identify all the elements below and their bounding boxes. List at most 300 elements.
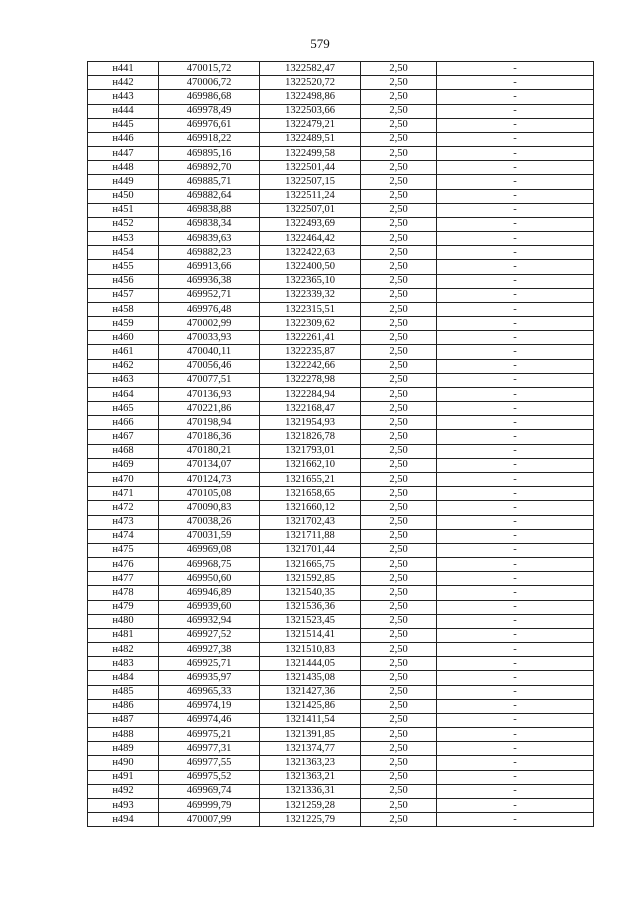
table-row bbox=[88, 232, 594, 246]
note-cell: - bbox=[437, 728, 594, 742]
y-coordinate-cell: 1321259,28 bbox=[260, 798, 361, 812]
y-coordinate-cell: 1321510,83 bbox=[260, 643, 361, 657]
note-cell: - bbox=[437, 62, 594, 76]
y-coordinate-cell: 1322499,58 bbox=[260, 147, 361, 161]
y-coordinate-cell: 1322507,01 bbox=[260, 203, 361, 217]
x-coordinate-cell: 469892,70 bbox=[159, 161, 260, 175]
y-coordinate-cell: 1322315,51 bbox=[260, 302, 361, 316]
accuracy-cell: 2,50 bbox=[361, 317, 437, 331]
y-coordinate-cell: 1321655,21 bbox=[260, 472, 361, 486]
accuracy-cell: 2,50 bbox=[361, 628, 437, 642]
table-row bbox=[88, 685, 594, 699]
note-cell: - bbox=[437, 444, 594, 458]
point-name-cell: н471 bbox=[88, 487, 159, 501]
accuracy-cell: 2,50 bbox=[361, 373, 437, 387]
point-name-cell: н483 bbox=[88, 657, 159, 671]
x-coordinate-cell: 470077,51 bbox=[159, 373, 260, 387]
accuracy-cell: 2,50 bbox=[361, 558, 437, 572]
point-name-cell: н474 bbox=[88, 529, 159, 543]
table-row bbox=[88, 487, 594, 501]
note-cell: - bbox=[437, 217, 594, 231]
point-name-cell: н456 bbox=[88, 274, 159, 288]
accuracy-cell: 2,50 bbox=[361, 798, 437, 812]
table-row bbox=[88, 359, 594, 373]
x-coordinate-cell: 469895,16 bbox=[159, 147, 260, 161]
note-cell: - bbox=[437, 515, 594, 529]
table-row bbox=[88, 770, 594, 784]
table-row bbox=[88, 784, 594, 798]
point-name-cell: н494 bbox=[88, 813, 159, 827]
y-coordinate-cell: 1322422,63 bbox=[260, 246, 361, 260]
x-coordinate-cell: 470105,08 bbox=[159, 487, 260, 501]
table-row bbox=[88, 147, 594, 161]
note-cell: - bbox=[437, 232, 594, 246]
note-cell: - bbox=[437, 147, 594, 161]
accuracy-cell: 2,50 bbox=[361, 784, 437, 798]
accuracy-cell: 2,50 bbox=[361, 529, 437, 543]
y-coordinate-cell: 1321592,85 bbox=[260, 572, 361, 586]
point-name-cell: н458 bbox=[88, 302, 159, 316]
note-cell: - bbox=[437, 472, 594, 486]
note-cell: - bbox=[437, 529, 594, 543]
note-cell: - bbox=[437, 118, 594, 132]
table-row bbox=[88, 302, 594, 316]
point-name-cell: н480 bbox=[88, 614, 159, 628]
note-cell: - bbox=[437, 671, 594, 685]
table-row bbox=[88, 813, 594, 827]
y-coordinate-cell: 1321444,05 bbox=[260, 657, 361, 671]
point-name-cell: н487 bbox=[88, 713, 159, 727]
note-cell: - bbox=[437, 685, 594, 699]
point-name-cell: н441 bbox=[88, 62, 159, 76]
table-row bbox=[88, 657, 594, 671]
table-row bbox=[88, 586, 594, 600]
point-name-cell: н479 bbox=[88, 600, 159, 614]
note-cell: - bbox=[437, 784, 594, 798]
note-cell: - bbox=[437, 260, 594, 274]
accuracy-cell: 2,50 bbox=[361, 118, 437, 132]
x-coordinate-cell: 469976,48 bbox=[159, 302, 260, 316]
x-coordinate-cell: 470186,36 bbox=[159, 430, 260, 444]
point-name-cell: н466 bbox=[88, 416, 159, 430]
table-row bbox=[88, 345, 594, 359]
table-row bbox=[88, 416, 594, 430]
y-coordinate-cell: 1322479,21 bbox=[260, 118, 361, 132]
point-name-cell: н484 bbox=[88, 671, 159, 685]
table-row bbox=[88, 387, 594, 401]
note-cell: - bbox=[437, 600, 594, 614]
x-coordinate-cell: 469977,31 bbox=[159, 742, 260, 756]
accuracy-cell: 2,50 bbox=[361, 614, 437, 628]
table-row bbox=[88, 288, 594, 302]
accuracy-cell: 2,50 bbox=[361, 345, 437, 359]
table-row bbox=[88, 260, 594, 274]
x-coordinate-cell: 470221,86 bbox=[159, 402, 260, 416]
table-row bbox=[88, 331, 594, 345]
x-coordinate-cell: 469927,38 bbox=[159, 643, 260, 657]
point-name-cell: н464 bbox=[88, 387, 159, 401]
x-coordinate-cell: 470006,72 bbox=[159, 76, 260, 90]
accuracy-cell: 2,50 bbox=[361, 147, 437, 161]
accuracy-cell: 2,50 bbox=[361, 387, 437, 401]
accuracy-cell: 2,50 bbox=[361, 246, 437, 260]
x-coordinate-cell: 470033,93 bbox=[159, 331, 260, 345]
table-row bbox=[88, 118, 594, 132]
accuracy-cell: 2,50 bbox=[361, 472, 437, 486]
note-cell: - bbox=[437, 657, 594, 671]
table-row bbox=[88, 76, 594, 90]
note-cell: - bbox=[437, 798, 594, 812]
note-cell: - bbox=[437, 742, 594, 756]
note-cell: - bbox=[437, 359, 594, 373]
note-cell: - bbox=[437, 175, 594, 189]
point-name-cell: н449 bbox=[88, 175, 159, 189]
accuracy-cell: 2,50 bbox=[361, 643, 437, 657]
accuracy-cell: 2,50 bbox=[361, 359, 437, 373]
x-coordinate-cell: 470002,99 bbox=[159, 317, 260, 331]
table-row bbox=[88, 515, 594, 529]
table-row bbox=[88, 472, 594, 486]
accuracy-cell: 2,50 bbox=[361, 728, 437, 742]
note-cell: - bbox=[437, 161, 594, 175]
y-coordinate-cell: 1322168,47 bbox=[260, 402, 361, 416]
note-cell: - bbox=[437, 246, 594, 260]
table-row bbox=[88, 501, 594, 515]
y-coordinate-cell: 1321374,77 bbox=[260, 742, 361, 756]
x-coordinate-cell: 470198,94 bbox=[159, 416, 260, 430]
note-cell: - bbox=[437, 302, 594, 316]
table-row bbox=[88, 430, 594, 444]
x-coordinate-cell: 469885,71 bbox=[159, 175, 260, 189]
point-name-cell: н469 bbox=[88, 458, 159, 472]
y-coordinate-cell: 1322501,44 bbox=[260, 161, 361, 175]
x-coordinate-cell: 469946,89 bbox=[159, 586, 260, 600]
table-row bbox=[88, 713, 594, 727]
table-row bbox=[88, 572, 594, 586]
accuracy-cell: 2,50 bbox=[361, 203, 437, 217]
accuracy-cell: 2,50 bbox=[361, 302, 437, 316]
note-cell: - bbox=[437, 402, 594, 416]
point-name-cell: н473 bbox=[88, 515, 159, 529]
accuracy-cell: 2,50 bbox=[361, 288, 437, 302]
point-name-cell: н475 bbox=[88, 543, 159, 557]
y-coordinate-cell: 1321363,21 bbox=[260, 770, 361, 784]
y-coordinate-cell: 1321954,93 bbox=[260, 416, 361, 430]
point-name-cell: н445 bbox=[88, 118, 159, 132]
x-coordinate-cell: 469918,22 bbox=[159, 132, 260, 146]
y-coordinate-cell: 1322503,66 bbox=[260, 104, 361, 118]
table-row bbox=[88, 614, 594, 628]
y-coordinate-cell: 1321793,01 bbox=[260, 444, 361, 458]
y-coordinate-cell: 1321391,85 bbox=[260, 728, 361, 742]
accuracy-cell: 2,50 bbox=[361, 402, 437, 416]
note-cell: - bbox=[437, 430, 594, 444]
accuracy-cell: 2,50 bbox=[361, 600, 437, 614]
point-name-cell: н459 bbox=[88, 317, 159, 331]
x-coordinate-cell: 469838,34 bbox=[159, 217, 260, 231]
note-cell: - bbox=[437, 288, 594, 302]
y-coordinate-cell: 1322284,94 bbox=[260, 387, 361, 401]
accuracy-cell: 2,50 bbox=[361, 90, 437, 104]
y-coordinate-cell: 1321514,41 bbox=[260, 628, 361, 642]
accuracy-cell: 2,50 bbox=[361, 713, 437, 727]
note-cell: - bbox=[437, 458, 594, 472]
table-row bbox=[88, 699, 594, 713]
x-coordinate-cell: 470040,11 bbox=[159, 345, 260, 359]
accuracy-cell: 2,50 bbox=[361, 331, 437, 345]
accuracy-cell: 2,50 bbox=[361, 458, 437, 472]
x-coordinate-cell: 469975,21 bbox=[159, 728, 260, 742]
x-coordinate-cell: 470090,83 bbox=[159, 501, 260, 515]
accuracy-cell: 2,50 bbox=[361, 62, 437, 76]
accuracy-cell: 2,50 bbox=[361, 699, 437, 713]
x-coordinate-cell: 469976,61 bbox=[159, 118, 260, 132]
coordinates-table-body bbox=[88, 62, 594, 827]
accuracy-cell: 2,50 bbox=[361, 586, 437, 600]
x-coordinate-cell: 470056,46 bbox=[159, 359, 260, 373]
accuracy-cell: 2,50 bbox=[361, 742, 437, 756]
table-row bbox=[88, 317, 594, 331]
x-coordinate-cell: 469932,94 bbox=[159, 614, 260, 628]
table-row bbox=[88, 90, 594, 104]
point-name-cell: н451 bbox=[88, 203, 159, 217]
x-coordinate-cell: 469969,08 bbox=[159, 543, 260, 557]
page-number: 579 bbox=[310, 36, 330, 51]
x-coordinate-cell: 469882,23 bbox=[159, 246, 260, 260]
table-row bbox=[88, 203, 594, 217]
y-coordinate-cell: 1321826,78 bbox=[260, 430, 361, 444]
y-coordinate-cell: 1322507,15 bbox=[260, 175, 361, 189]
table-row bbox=[88, 274, 594, 288]
accuracy-cell: 2,50 bbox=[361, 444, 437, 458]
point-name-cell: н450 bbox=[88, 189, 159, 203]
point-name-cell: н455 bbox=[88, 260, 159, 274]
y-coordinate-cell: 1322464,42 bbox=[260, 232, 361, 246]
table-row bbox=[88, 189, 594, 203]
table-row bbox=[88, 600, 594, 614]
table-row bbox=[88, 104, 594, 118]
table-row bbox=[88, 62, 594, 76]
accuracy-cell: 2,50 bbox=[361, 104, 437, 118]
table-row bbox=[88, 728, 594, 742]
accuracy-cell: 2,50 bbox=[361, 501, 437, 515]
point-name-cell: н476 bbox=[88, 558, 159, 572]
accuracy-cell: 2,50 bbox=[361, 572, 437, 586]
note-cell: - bbox=[437, 387, 594, 401]
x-coordinate-cell: 469927,52 bbox=[159, 628, 260, 642]
accuracy-cell: 2,50 bbox=[361, 416, 437, 430]
point-name-cell: н465 bbox=[88, 402, 159, 416]
note-cell: - bbox=[437, 331, 594, 345]
table-row bbox=[88, 217, 594, 231]
y-coordinate-cell: 1322520,72 bbox=[260, 76, 361, 90]
point-name-cell: н463 bbox=[88, 373, 159, 387]
table-row bbox=[88, 742, 594, 756]
y-coordinate-cell: 1321435,08 bbox=[260, 671, 361, 685]
accuracy-cell: 2,50 bbox=[361, 132, 437, 146]
x-coordinate-cell: 470015,72 bbox=[159, 62, 260, 76]
point-name-cell: н488 bbox=[88, 728, 159, 742]
x-coordinate-cell: 469839,63 bbox=[159, 232, 260, 246]
x-coordinate-cell: 469939,60 bbox=[159, 600, 260, 614]
y-coordinate-cell: 1321425,86 bbox=[260, 699, 361, 713]
accuracy-cell: 2,50 bbox=[361, 487, 437, 501]
x-coordinate-cell: 469968,75 bbox=[159, 558, 260, 572]
x-coordinate-cell: 469986,68 bbox=[159, 90, 260, 104]
y-coordinate-cell: 1322511,24 bbox=[260, 189, 361, 203]
x-coordinate-cell: 470180,21 bbox=[159, 444, 260, 458]
y-coordinate-cell: 1322400,50 bbox=[260, 260, 361, 274]
x-coordinate-cell: 469975,52 bbox=[159, 770, 260, 784]
point-name-cell: н467 bbox=[88, 430, 159, 444]
note-cell: - bbox=[437, 643, 594, 657]
x-coordinate-cell: 469935,97 bbox=[159, 671, 260, 685]
coordinates-table bbox=[87, 61, 594, 827]
table-row bbox=[88, 628, 594, 642]
x-coordinate-cell: 469838,88 bbox=[159, 203, 260, 217]
y-coordinate-cell: 1322261,41 bbox=[260, 331, 361, 345]
y-coordinate-cell: 1322242,66 bbox=[260, 359, 361, 373]
accuracy-cell: 2,50 bbox=[361, 175, 437, 189]
y-coordinate-cell: 1321523,45 bbox=[260, 614, 361, 628]
y-coordinate-cell: 1321660,12 bbox=[260, 501, 361, 515]
y-coordinate-cell: 1322235,87 bbox=[260, 345, 361, 359]
x-coordinate-cell: 469950,60 bbox=[159, 572, 260, 586]
point-name-cell: н461 bbox=[88, 345, 159, 359]
table-row bbox=[88, 798, 594, 812]
y-coordinate-cell: 1321662,10 bbox=[260, 458, 361, 472]
table-row bbox=[88, 756, 594, 770]
y-coordinate-cell: 1321701,44 bbox=[260, 543, 361, 557]
y-coordinate-cell: 1321711,88 bbox=[260, 529, 361, 543]
accuracy-cell: 2,50 bbox=[361, 756, 437, 770]
x-coordinate-cell: 469977,55 bbox=[159, 756, 260, 770]
table-row bbox=[88, 373, 594, 387]
note-cell: - bbox=[437, 373, 594, 387]
y-coordinate-cell: 1321540,35 bbox=[260, 586, 361, 600]
note-cell: - bbox=[437, 317, 594, 331]
note-cell: - bbox=[437, 813, 594, 827]
point-name-cell: н491 bbox=[88, 770, 159, 784]
note-cell: - bbox=[437, 345, 594, 359]
note-cell: - bbox=[437, 104, 594, 118]
y-coordinate-cell: 1322278,98 bbox=[260, 373, 361, 387]
x-coordinate-cell: 470124,73 bbox=[159, 472, 260, 486]
point-name-cell: н477 bbox=[88, 572, 159, 586]
point-name-cell: н489 bbox=[88, 742, 159, 756]
y-coordinate-cell: 1321336,31 bbox=[260, 784, 361, 798]
table-row bbox=[88, 671, 594, 685]
point-name-cell: н492 bbox=[88, 784, 159, 798]
point-name-cell: н462 bbox=[88, 359, 159, 373]
point-name-cell: н470 bbox=[88, 472, 159, 486]
x-coordinate-cell: 470031,59 bbox=[159, 529, 260, 543]
note-cell: - bbox=[437, 699, 594, 713]
y-coordinate-cell: 1322582,47 bbox=[260, 62, 361, 76]
point-name-cell: н454 bbox=[88, 246, 159, 260]
accuracy-cell: 2,50 bbox=[361, 657, 437, 671]
y-coordinate-cell: 1321536,36 bbox=[260, 600, 361, 614]
x-coordinate-cell: 470136,93 bbox=[159, 387, 260, 401]
accuracy-cell: 2,50 bbox=[361, 515, 437, 529]
table-row bbox=[88, 558, 594, 572]
point-name-cell: н460 bbox=[88, 331, 159, 345]
x-coordinate-cell: 469969,74 bbox=[159, 784, 260, 798]
y-coordinate-cell: 1322489,51 bbox=[260, 132, 361, 146]
table-row bbox=[88, 444, 594, 458]
accuracy-cell: 2,50 bbox=[361, 76, 437, 90]
accuracy-cell: 2,50 bbox=[361, 813, 437, 827]
note-cell: - bbox=[437, 628, 594, 642]
point-name-cell: н468 bbox=[88, 444, 159, 458]
note-cell: - bbox=[437, 487, 594, 501]
accuracy-cell: 2,50 bbox=[361, 430, 437, 444]
note-cell: - bbox=[437, 90, 594, 104]
point-name-cell: н457 bbox=[88, 288, 159, 302]
point-name-cell: н482 bbox=[88, 643, 159, 657]
y-coordinate-cell: 1321665,75 bbox=[260, 558, 361, 572]
accuracy-cell: 2,50 bbox=[361, 671, 437, 685]
y-coordinate-cell: 1322309,62 bbox=[260, 317, 361, 331]
accuracy-cell: 2,50 bbox=[361, 770, 437, 784]
table-row bbox=[88, 246, 594, 260]
accuracy-cell: 2,50 bbox=[361, 217, 437, 231]
y-coordinate-cell: 1321658,65 bbox=[260, 487, 361, 501]
y-coordinate-cell: 1322493,69 bbox=[260, 217, 361, 231]
point-name-cell: н486 bbox=[88, 699, 159, 713]
y-coordinate-cell: 1321427,36 bbox=[260, 685, 361, 699]
x-coordinate-cell: 469974,19 bbox=[159, 699, 260, 713]
table-row bbox=[88, 458, 594, 472]
accuracy-cell: 2,50 bbox=[361, 274, 437, 288]
x-coordinate-cell: 469978,49 bbox=[159, 104, 260, 118]
note-cell: - bbox=[437, 189, 594, 203]
x-coordinate-cell: 469925,71 bbox=[159, 657, 260, 671]
note-cell: - bbox=[437, 572, 594, 586]
x-coordinate-cell: 469882,64 bbox=[159, 189, 260, 203]
point-name-cell: н446 bbox=[88, 132, 159, 146]
y-coordinate-cell: 1322365,10 bbox=[260, 274, 361, 288]
note-cell: - bbox=[437, 558, 594, 572]
point-name-cell: н442 bbox=[88, 76, 159, 90]
accuracy-cell: 2,50 bbox=[361, 161, 437, 175]
note-cell: - bbox=[437, 501, 594, 515]
y-coordinate-cell: 1322498,86 bbox=[260, 90, 361, 104]
table-row bbox=[88, 402, 594, 416]
table-row bbox=[88, 161, 594, 175]
point-name-cell: н472 bbox=[88, 501, 159, 515]
table-row bbox=[88, 529, 594, 543]
accuracy-cell: 2,50 bbox=[361, 685, 437, 699]
x-coordinate-cell: 469952,71 bbox=[159, 288, 260, 302]
note-cell: - bbox=[437, 770, 594, 784]
x-coordinate-cell: 469913,66 bbox=[159, 260, 260, 274]
x-coordinate-cell: 469936,38 bbox=[159, 274, 260, 288]
point-name-cell: н452 bbox=[88, 217, 159, 231]
point-name-cell: н453 bbox=[88, 232, 159, 246]
note-cell: - bbox=[437, 586, 594, 600]
accuracy-cell: 2,50 bbox=[361, 232, 437, 246]
note-cell: - bbox=[437, 203, 594, 217]
note-cell: - bbox=[437, 76, 594, 90]
note-cell: - bbox=[437, 614, 594, 628]
x-coordinate-cell: 470134,07 bbox=[159, 458, 260, 472]
x-coordinate-cell: 470007,99 bbox=[159, 813, 260, 827]
y-coordinate-cell: 1321225,79 bbox=[260, 813, 361, 827]
note-cell: - bbox=[437, 132, 594, 146]
x-coordinate-cell: 470038,26 bbox=[159, 515, 260, 529]
y-coordinate-cell: 1322339,32 bbox=[260, 288, 361, 302]
